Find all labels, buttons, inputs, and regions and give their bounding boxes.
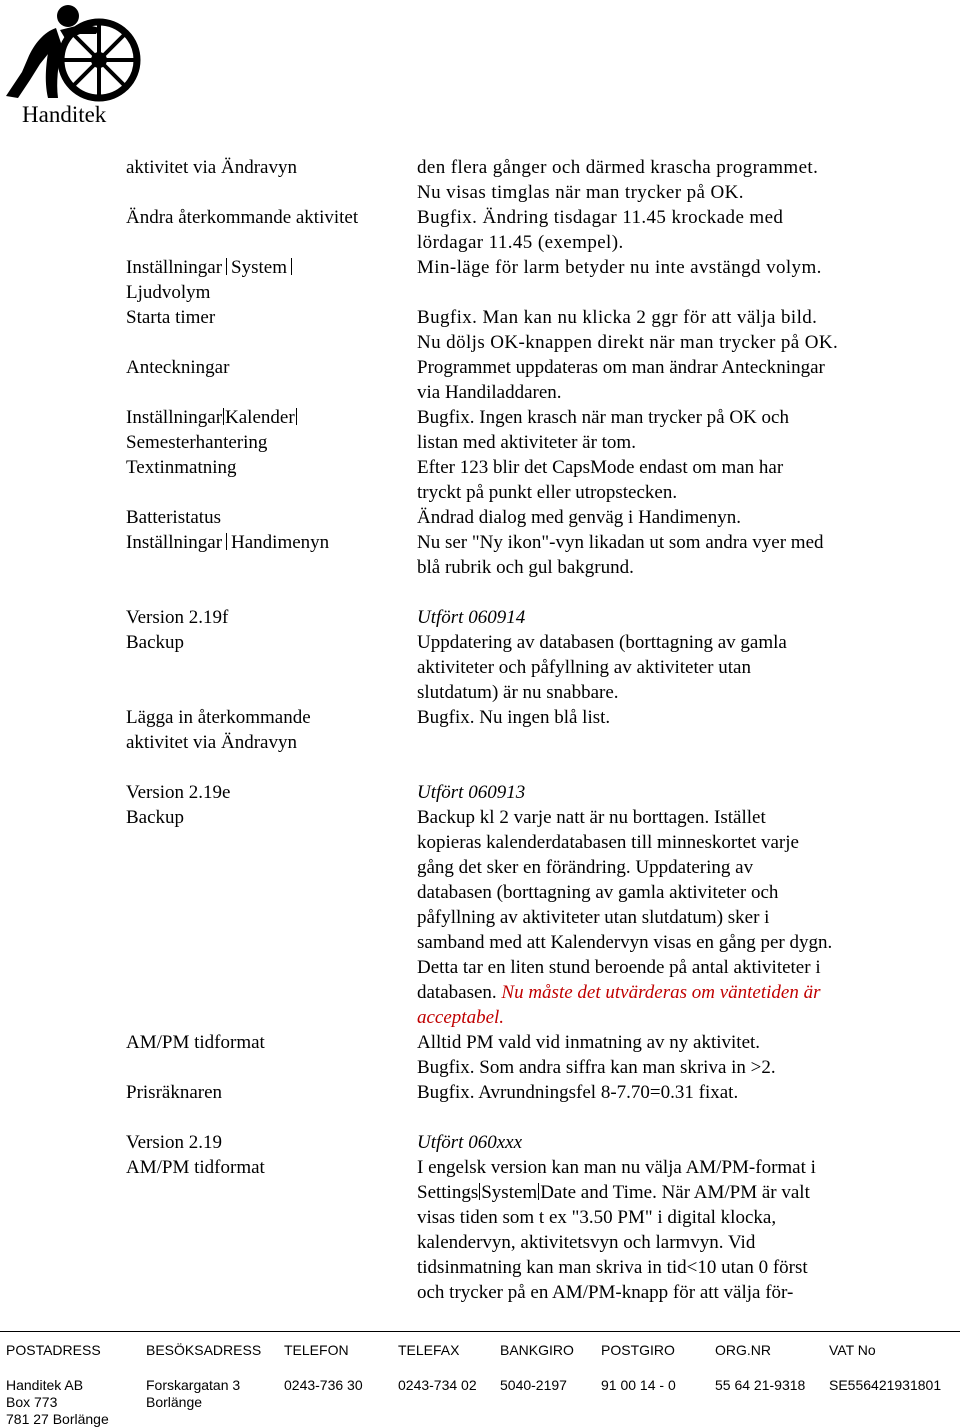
change-description: [417, 305, 897, 355]
changelog-row: [126, 505, 926, 530]
left-line: Starta timer: [126, 307, 216, 328]
footer-header: TELEFAX: [398, 1342, 460, 1358]
footer-column: [500, 1342, 574, 1394]
version-label: [126, 1130, 417, 1305]
changelog-row: [126, 405, 926, 455]
footer-value: 0243-736 30: [284, 1377, 363, 1393]
section-spacer: [126, 580, 926, 605]
right-line: Bugfix. Man kan nu klicka 2 ggr för att välja bild.: [417, 307, 818, 328]
right-line: Bugfix. Avrundningsfel 8-7.70=0.31 fixat.: [417, 1082, 739, 1103]
footer-column: [601, 1342, 676, 1394]
footer-value: 5040-2197: [500, 1377, 567, 1393]
completion-date: [417, 605, 897, 630]
version-heading-row: [126, 1130, 926, 1305]
right-line: Ändrad dialog med genväg i Handimenyn.: [417, 507, 741, 528]
change-description: [417, 405, 897, 455]
footer-column: [715, 1342, 805, 1394]
left-line: AM/PM tidformat: [126, 1157, 265, 1178]
left-line: Ändra återkommande aktivitet: [126, 207, 359, 228]
right-line: Nu ser "Ny ikon"-vyn likadan ut som andra vyer med: [417, 532, 824, 553]
right-line: och trycker på en AM/PM-knapp för att välja för-: [417, 1282, 794, 1303]
left-line: Textinmatning: [126, 457, 237, 478]
right-line: blå rubrik och gul bakgrund.: [417, 557, 634, 578]
left-line: Version 2.19f: [126, 607, 229, 628]
right-line: samband med att Kalendervyn visas en gång per dygn.: [417, 932, 833, 953]
separator-bar: [296, 408, 297, 425]
footer-value: Box 773: [6, 1394, 58, 1410]
left-line: Anteckningar: [126, 357, 230, 378]
feature-name: [126, 155, 417, 205]
left-line: AM/PM tidformat: [126, 1032, 265, 1053]
feature-name: [126, 530, 417, 580]
change-description: [417, 255, 897, 305]
change-description: [417, 630, 897, 705]
separator-bar: [538, 1183, 539, 1200]
left-line: Lägga in återkommande: [126, 707, 311, 728]
handitek-logo: [4, 2, 144, 130]
footer-header: POSTGIRO: [601, 1342, 675, 1358]
footer-value: 781 27 Borlänge: [6, 1411, 109, 1427]
left-line: aktivitet via Ändravyn: [126, 157, 297, 178]
right-line: Bugfix. Ändring tisdagar 11.45 krockade med: [417, 207, 784, 228]
change-description: [417, 530, 897, 580]
right-line: Utfört 060xxx: [417, 1132, 523, 1153]
right-line: Bugfix. Ingen krasch när man trycker på OK och: [417, 407, 789, 428]
footer-column: [6, 1342, 109, 1428]
right-line: aktiviteter och påfyllning av aktiviteter utan: [417, 657, 751, 678]
right-line: den flera gånger och därmed krascha programmet.: [417, 157, 819, 178]
footer-header: BESÖKSADRESS: [146, 1342, 262, 1358]
left-line: Version 2.19: [126, 1132, 223, 1153]
right-line: gång det sker en förändring. Uppdatering av: [417, 857, 754, 878]
separator-bar: [226, 533, 227, 550]
footer-header: TELEFON: [284, 1342, 349, 1358]
footer-header: VAT No: [829, 1342, 876, 1358]
feature-name: [126, 305, 417, 355]
separator-bar: [479, 1183, 480, 1200]
separator-bar: [223, 408, 224, 425]
right-line: kopieras kalenderdatabasen till minneskortet varje: [417, 832, 799, 853]
changelog-row: [126, 355, 926, 405]
right-line: Backup kl 2 varje natt är nu borttagen. Istället: [417, 807, 766, 828]
right-line: Nu döljs OK-knappen direkt när man trycker på OK.: [417, 332, 839, 353]
right-line: visas tiden som t ex "3.50 PM" i digital klocka,: [417, 1207, 777, 1228]
changelog-row: [126, 305, 926, 355]
changelog-row: [126, 1030, 926, 1080]
completion-date: [417, 1130, 897, 1305]
change-description: [417, 155, 897, 205]
change-description: [417, 455, 897, 505]
left-line: Backup: [126, 632, 185, 653]
right-line: Utfört 060914: [417, 607, 526, 628]
logo-text: Handitek: [22, 102, 107, 127]
section-spacer: [126, 755, 926, 780]
change-description: [417, 355, 897, 405]
changelog-row: [126, 530, 926, 580]
right-line: acceptabel.: [417, 1007, 505, 1028]
footer-header: BANKGIRO: [500, 1342, 574, 1358]
right-line: via Handiladdaren.: [417, 382, 562, 403]
feature-name: [126, 505, 417, 530]
change-description: [417, 805, 897, 1030]
version-label: [126, 605, 417, 630]
footer-value: 91 00 14 - 0: [601, 1377, 676, 1393]
right-line: Alltid PM vald vid inmatning av ny aktivitet.: [417, 1032, 761, 1053]
right-line: påfyllning av aktiviteter utan slutdatum) sker i: [417, 907, 770, 928]
left-line: Inställningar Handimenyn: [126, 532, 330, 553]
changelog-row: [126, 1080, 926, 1105]
footer-header: ORG.NR: [715, 1342, 771, 1358]
right-line: databasen. Nu måste det utvärderas om väntetiden är: [417, 982, 821, 1003]
change-description: [417, 1080, 897, 1105]
right-line: tryckt på punkt eller utropstecken.: [417, 482, 678, 503]
footer-column: [146, 1342, 261, 1411]
feature-name: [126, 355, 417, 405]
changelog-row: [126, 255, 926, 305]
change-description: [417, 1030, 897, 1080]
left-line: Backup: [126, 807, 185, 828]
left-line: Batteristatus: [126, 507, 221, 528]
left-line: aktivitet via Ändravyn: [126, 732, 297, 753]
left-line: Inställningar Kalender: [126, 407, 295, 428]
footer-value: Forskargatan 3: [146, 1377, 241, 1393]
change-description: [417, 505, 897, 530]
completion-date: [417, 780, 897, 805]
right-line: Detta tar en liten stund beroende på antal aktiviteter i: [417, 957, 821, 978]
feature-name: [126, 205, 417, 255]
changelog-row: [126, 455, 926, 505]
right-line: slutdatum) är nu snabbare.: [417, 682, 619, 703]
feature-name: [126, 805, 417, 1030]
change-description: [417, 205, 897, 255]
separator-bar: [291, 258, 292, 275]
feature-name: [126, 455, 417, 505]
footer-value: Borlänge: [146, 1394, 203, 1410]
footer-header: POSTADRESS: [6, 1342, 101, 1358]
feature-name: [126, 1080, 417, 1105]
right-line: kalendervyn, aktivitetsvyn och larmvyn. Vid: [417, 1232, 756, 1253]
feature-name: [126, 630, 417, 705]
changelog: [126, 155, 926, 1305]
change-description: [417, 705, 897, 755]
right-line: Bugfix. Som andra siffra kan man skriva in >2.: [417, 1057, 776, 1078]
changelog-row: [126, 205, 926, 255]
right-line: lördagar 11.45 (exempel).: [417, 232, 624, 253]
footer-value: 0243-734 02: [398, 1377, 477, 1393]
left-line: Version 2.19e: [126, 782, 231, 803]
right-line: Bugfix. Nu ingen blå list.: [417, 707, 611, 728]
left-line: Prisräknaren: [126, 1082, 223, 1103]
footer-column: [829, 1342, 941, 1394]
section-spacer: [126, 1105, 926, 1130]
feature-name: [126, 705, 417, 755]
feature-name: [126, 255, 417, 305]
feature-name: [126, 1030, 417, 1080]
footer-value: 55 64 21-9318: [715, 1377, 806, 1393]
right-line: Nu visas timglas när man trycker på OK.: [417, 182, 744, 203]
footer-column: [284, 1342, 363, 1394]
changelog-row: [126, 705, 926, 755]
left-line: Semesterhantering: [126, 432, 268, 453]
right-line: Efter 123 blir det CapsMode endast om man har: [417, 457, 784, 478]
footer-divider: [0, 1331, 960, 1332]
right-line: Settings System Date and Time. När AM/PM är valt: [417, 1182, 810, 1203]
version-heading-row: [126, 780, 926, 805]
right-line: tidsinmatning kan man skriva in tid<10 utan 0 först: [417, 1257, 808, 1278]
wheelchair-person-icon: [4, 2, 144, 112]
right-line: Utfört 060913: [417, 782, 526, 803]
right-line: Uppdatering av databasen (borttagning av gamla: [417, 632, 787, 653]
footer-value: Handitek AB: [6, 1377, 84, 1393]
feature-name: [126, 405, 417, 455]
right-line: databasen (borttagning av gamla aktiviteter och: [417, 882, 779, 903]
left-line: Inställningar System: [126, 255, 417, 280]
footer-value: SE556421931801: [829, 1377, 942, 1393]
footer-column: [398, 1342, 477, 1394]
changelog-row: [126, 630, 926, 705]
changelog-row: [126, 805, 926, 1030]
changelog-row: [126, 155, 926, 205]
separator-bar: [226, 258, 227, 275]
right-line: listan med aktiviteter är tom.: [417, 432, 636, 453]
left-line: Ljudvolym: [126, 282, 211, 303]
version-heading-row: [126, 605, 926, 630]
version-label: [126, 780, 417, 805]
right-line: Programmet uppdateras om man ändrar Anteckningar: [417, 357, 825, 378]
right-line: Min-läge för larm betyder nu inte avstängd volym.: [417, 257, 822, 278]
right-line: I engelsk version kan man nu välja AM/PM-format i: [417, 1157, 816, 1178]
